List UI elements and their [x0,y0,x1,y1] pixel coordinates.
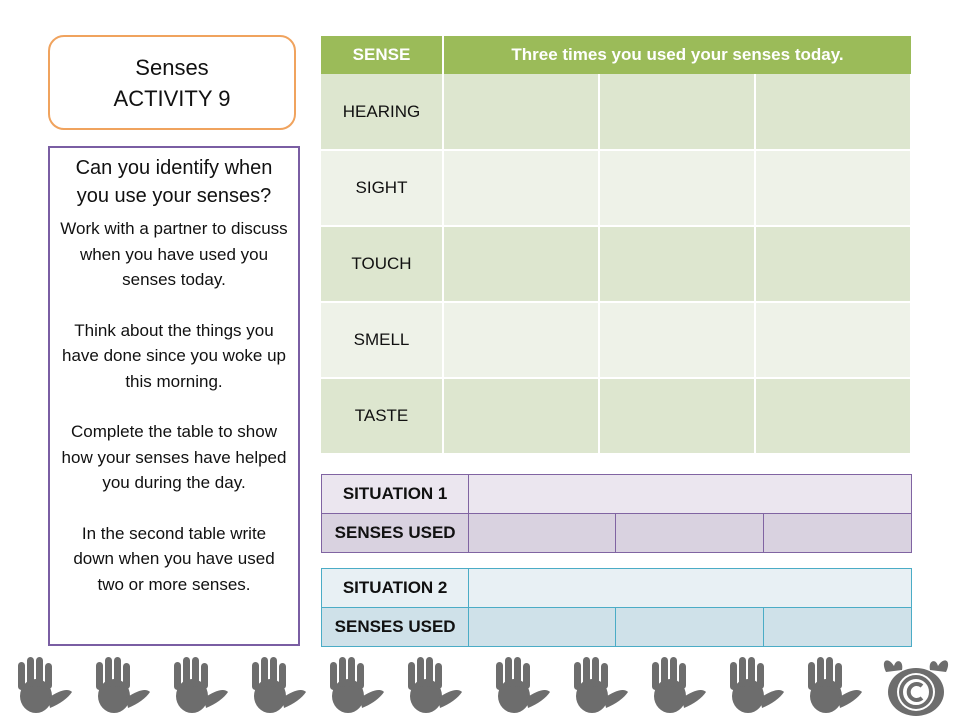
handprint-icon [240,654,312,720]
row-label-hearing: HEARING [321,74,443,150]
answer-cell[interactable] [443,150,599,226]
situation-1-answer[interactable] [469,475,912,514]
row-label-taste: TASTE [321,378,443,454]
copyright-logo-icon [876,654,956,718]
senses-used-cell[interactable] [469,514,616,553]
senses-used-cell[interactable] [469,608,616,647]
handprint-icon [562,654,634,720]
row-label-sight: SIGHT [321,150,443,226]
answer-cell[interactable] [599,150,755,226]
answer-cell[interactable] [599,226,755,302]
senses-used-cell[interactable] [763,608,911,647]
senses-used-cell[interactable] [616,608,763,647]
handprint-icon [6,654,78,720]
instructions-box [48,146,300,646]
handprint-icon [640,654,712,720]
answer-cell[interactable] [755,378,911,454]
handprint-border [0,652,960,720]
situation-2-table [321,568,912,647]
answer-cell[interactable] [599,74,755,150]
row-label-touch: TOUCH [321,226,443,302]
row-label-smell: SMELL [321,302,443,378]
answer-cell[interactable] [755,150,911,226]
senses-used-label: SENSES USED [322,608,469,647]
answer-cell[interactable] [755,302,911,378]
answer-cell[interactable] [443,74,599,150]
senses-used-cell[interactable] [616,514,763,553]
answer-cell[interactable] [755,226,911,302]
senses-table [321,36,912,455]
handprint-icon [396,654,468,720]
instructions-paragraph-3: Complete the table to show how your senses have helped you during the day. [61,422,287,492]
handprint-icon [796,654,868,720]
answer-cell[interactable] [599,302,755,378]
situation-1-label: SITUATION 1 [322,475,469,514]
activity-title-box [48,35,296,130]
instructions-paragraph-2: Think about the things you have done since you woke up this morning. [62,320,286,391]
situation-2-label: SITUATION 2 [322,569,469,608]
title-line-1: Senses [135,54,209,80]
instructions-paragraph-1: Work with a partner to discuss when you have used you senses today. [60,219,288,289]
answer-cell[interactable] [755,74,911,150]
handprint-icon [84,654,156,720]
handprint-icon [318,654,390,720]
instructions-paragraph-4: In the second table write down when you have used two or more senses. [73,523,275,594]
situation-1-table [321,474,912,553]
handprint-icon [162,654,234,720]
answer-cell[interactable] [443,302,599,378]
senses-used-cell[interactable] [763,514,911,553]
answer-cell[interactable] [443,378,599,454]
situation-2-answer[interactable] [469,569,912,608]
answer-cell[interactable] [443,226,599,302]
handprint-icon [718,654,790,720]
handprint-icon [484,654,556,720]
title-line-2: ACTIVITY 9 [113,85,231,111]
header-three-times: Three times you used your senses today. [443,36,911,74]
answer-cell[interactable] [599,378,755,454]
senses-used-label: SENSES USED [322,514,469,553]
header-sense: SENSE [321,36,443,74]
instructions-question: Can you identify when you use your senses? [75,157,273,207]
